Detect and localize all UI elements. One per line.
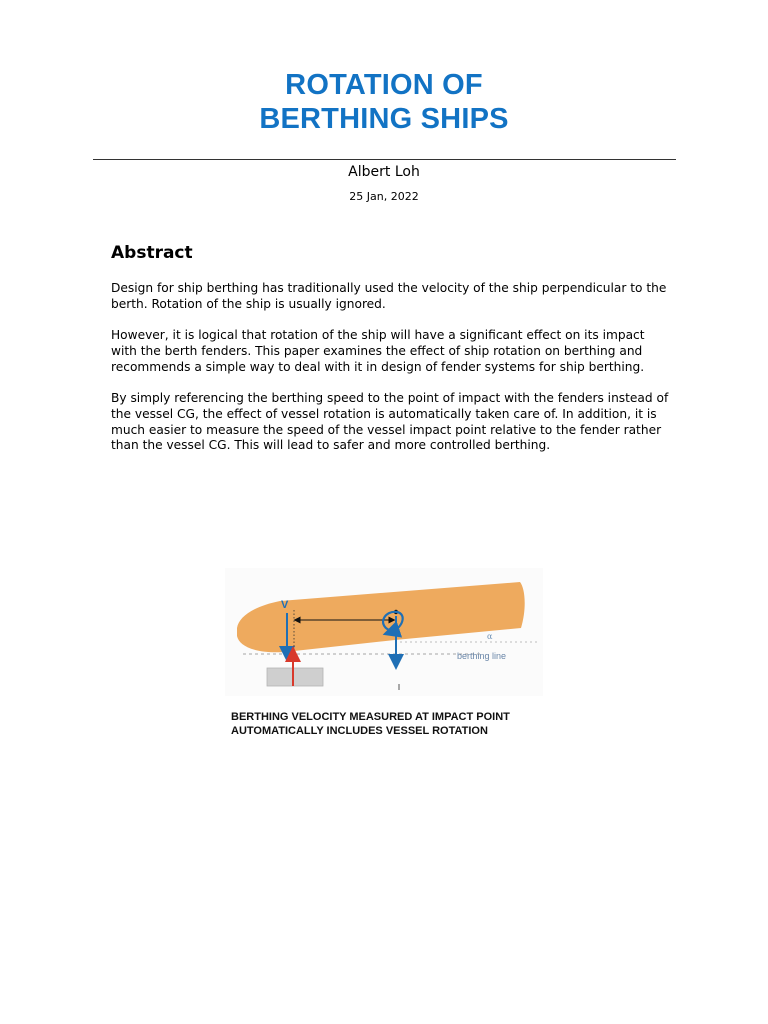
velocity-label: V [281,599,289,611]
caption-line-2: AUTOMATICALLY INCLUDES VESSEL ROTATION [231,725,488,737]
paper-title [0,68,768,136]
title-line-1: ROTATION OF [285,69,483,101]
title-line-2: BERTHING SHIPS [259,103,509,135]
abstract-paragraph-1: Design for ship berthing has traditionally used the velocity of the ship perpendicular to the berth. Rotation of the ship is usually ignored. [111,281,667,311]
caption-line-1: BERTHING VELOCITY MEASURED AT IMPACT POINT [231,711,510,723]
berthing-diagram [225,568,543,696]
berthing-line-label: berthing line [457,651,507,661]
abstract-paragraph-2: However, it is logical that rotation of the ship will have a significant effect on its impact with the berth fenders. This paper examines the effect of ship rotation on berthing and recommends a simple way to deal with it in design of fender systems for ship berthing. [111,328,645,374]
fender-block [267,668,323,686]
figure-caption [231,710,551,738]
angle-label: α [487,632,493,641]
title-divider [93,159,676,160]
publication-date: 25 Jan, 2022 [349,190,419,203]
author-name: Albert Loh [348,164,420,180]
abstract-heading: Abstract [111,243,193,263]
abstract-paragraph-3: By simply referencing the berthing speed to the point of impact with the fenders instead of the vessel CG, the effect of vessel rotation is automatically taken care of. In addition, it is much easier to measure the speed of the vessel impact point relative to the fender rather than the vessel CG. This will lead to safer and more controlled berthing. [111,391,669,453]
